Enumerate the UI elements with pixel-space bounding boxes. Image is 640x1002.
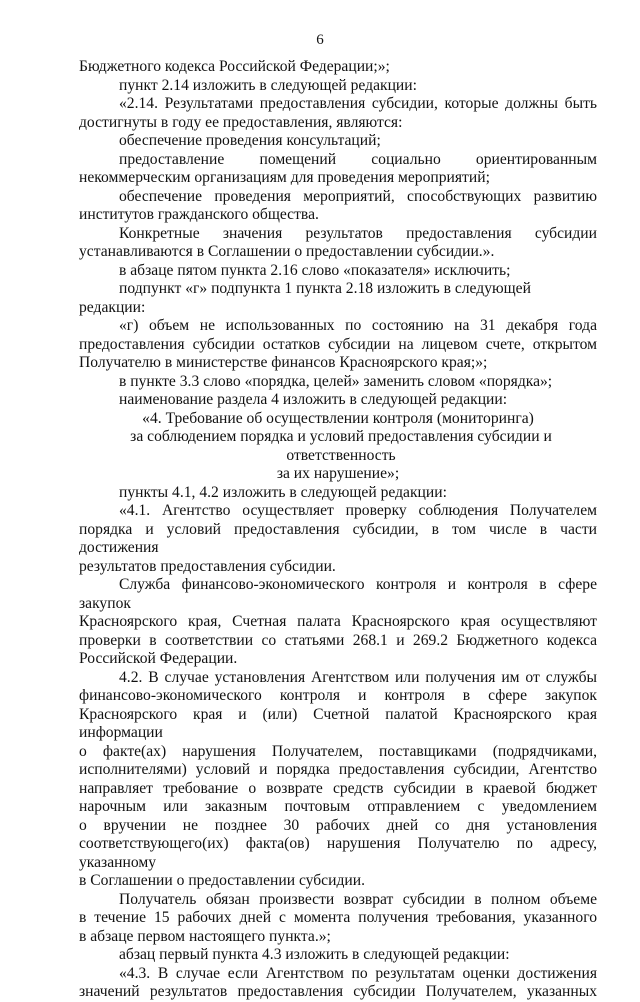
text-line: некоммерческим организациям для проведения мероприятий; bbox=[79, 169, 490, 186]
text-line: пункт 2.14 изложить в следующей редакции: bbox=[119, 76, 417, 94]
document-body bbox=[79, 58, 597, 1002]
text-line: предоставления субсидии остатков субсидии на лицевом счете, открытом bbox=[79, 335, 597, 353]
text-line: Красноярского края и (или) Счетной палатой Красноярского края информации bbox=[79, 705, 597, 741]
text-line: обеспечение проведения мероприятий, способствующих развитию bbox=[119, 187, 597, 205]
text-line: в Соглашении о предоставлении субсидии. bbox=[79, 872, 365, 889]
text-line: обеспечение проведения консультаций; bbox=[119, 132, 381, 149]
text-line: «2.14. Результатами предоставления субсидии, которые должны быть bbox=[119, 95, 597, 112]
text-line: наименование раздела 4 изложить в следующей редакции: bbox=[119, 391, 508, 408]
text-line: о факте(ах) нарушения Получателем, поставщиками (подрядчиками, bbox=[79, 742, 597, 760]
text-line: Получателю в министерстве финансов Красноярского края;»; bbox=[79, 354, 488, 371]
text-line: Конкретные значения результатов предоставления субсидии bbox=[119, 224, 597, 242]
text-line: «г) объем не использованных по состоянию на 31 декабря года bbox=[119, 317, 597, 334]
text-line: в течение 15 рабочих дней с момента получения требования, указанного bbox=[79, 909, 597, 926]
text-line: порядка и условий предоставления субсидии, в том числе в части достижения bbox=[79, 520, 597, 556]
text-line: направляет требование о возврате средств субсидии в краевой бюджет bbox=[79, 779, 597, 797]
text-line: проверки в соответствии со статьями 268.1 и 269.2 Бюджетного кодекса bbox=[79, 631, 597, 649]
text-line: достигнуты в году ее предоставления, являются: bbox=[79, 113, 403, 131]
text-line: 4.2. В случае установления Агентством или получения им от службы bbox=[119, 668, 597, 686]
text-line: абзац первый пункта 4.3 изложить в следующей редакции: bbox=[119, 946, 510, 963]
text-line: «4.3. В случае если Агентством по результатам оценки достижения bbox=[119, 964, 597, 982]
text-line: Служба финансово-экономического контроля и контроля в сфере закупок bbox=[79, 576, 597, 612]
text-line: в абзаце первом настоящего пункта.»; bbox=[79, 927, 331, 945]
text-line: значений результатов предоставления субсидии Получателем, указанных bbox=[79, 983, 597, 1000]
text-line: Получатель обязан произвести возврат субсидии в полном объеме bbox=[119, 890, 597, 908]
text-line: Российской Федерации. bbox=[79, 650, 238, 667]
text-line: Бюджетного кодекса Российской Федерации;»; bbox=[79, 58, 390, 75]
text-line: в пункте 3.3 слово «порядка, целей» заменить словом «порядка»; bbox=[119, 372, 553, 390]
text-line: о вручении не позднее 30 рабочих дней со дня установления bbox=[79, 816, 597, 834]
section-heading-line: «4. Требование об осуществлении контроля (мониторинга) bbox=[142, 409, 534, 427]
text-line: результатов предоставления субсидии. bbox=[79, 557, 336, 575]
text-line: Красноярского края, Счетная палата Красноярского края осуществляют bbox=[79, 613, 597, 630]
page-number: 6 bbox=[316, 32, 324, 48]
text-line: финансово-экономического контроля и контроля в сфере закупок bbox=[79, 687, 597, 704]
text-line: устанавливаются в Соглашении о предоставлении субсидии.». bbox=[79, 243, 495, 260]
text-line: институтов гражданского общества. bbox=[79, 206, 319, 223]
text-line: соответствующего(их) факта(ов) нарушения Получателю по адресу, указанному bbox=[79, 835, 597, 871]
text-line: нарочным или заказным почтовым отправлением с уведомлением bbox=[79, 798, 597, 815]
section-heading-line: за соблюдением порядка и условий предоставления субсидии и ответственность bbox=[130, 428, 552, 464]
text-line: пункты 4.1, 4.2 изложить в следующей редакции: bbox=[119, 483, 447, 501]
section-heading-line: за их нарушение»; bbox=[276, 465, 400, 482]
text-line: «4.1. Агентство осуществляет проверку соблюдения Получателем bbox=[119, 502, 597, 519]
text-line: исполнителями) условий и порядка предоставления субсидии, Агентство bbox=[79, 761, 597, 778]
text-line: в абзаце пятом пункта 2.16 слово «показателя» исключить; bbox=[119, 261, 511, 279]
text-line: предоставление помещений социально ориентированным bbox=[119, 150, 597, 168]
text-line: подпункт «г» подпункта 1 пункта 2.18 изложить в следующей редакции: bbox=[79, 280, 531, 316]
